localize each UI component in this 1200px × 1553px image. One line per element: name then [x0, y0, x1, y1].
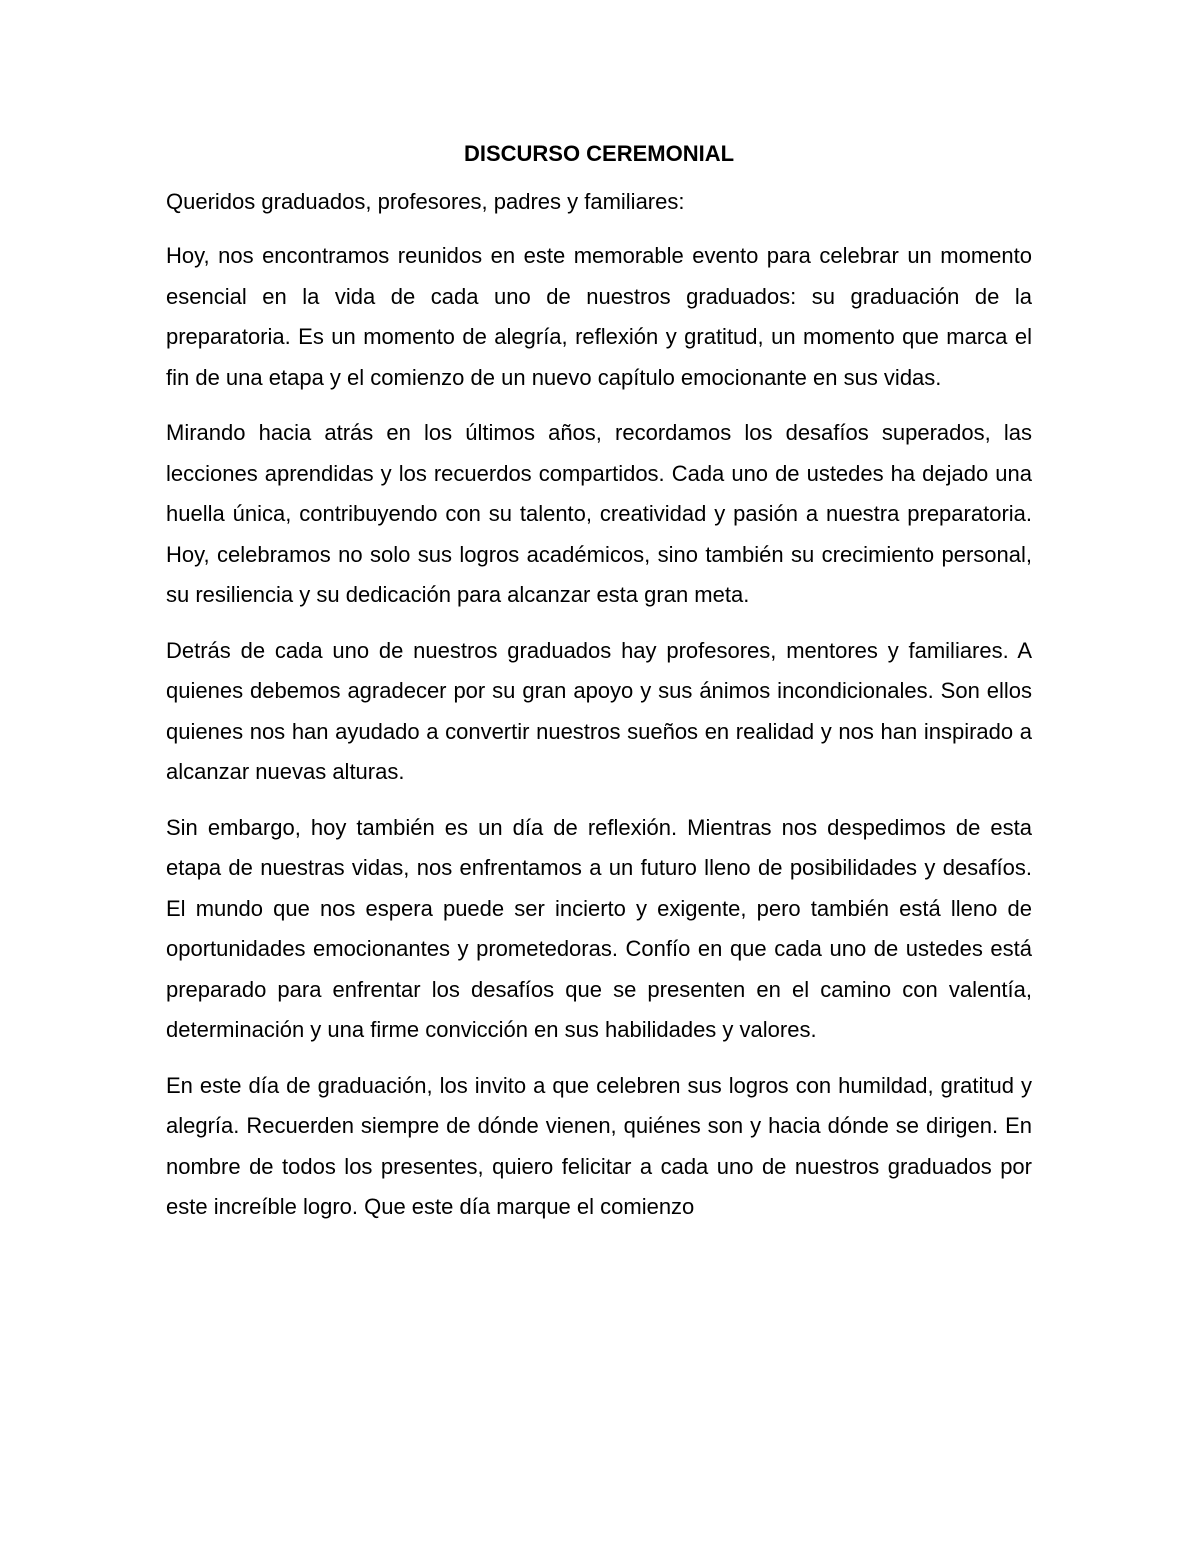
paragraph-5: En este día de graduación, los invito a que celebren sus logros con humildad, gratitud y alegría. Recuerden siempre de dónde vienen, quiénes son y hacia dónde se dirigen. En nombre de todos los presentes, quiero felicitar a cada uno de nuestros graduados por este increíble logro. Que este día marque el comienzo: [166, 1072, 1032, 1219]
paragraph-2: Mirando hacia atrás en los últimos años, recordamos los desafíos superados, las lecciones aprendidas y los recuerdos compartidos. Cada uno de ustedes ha dejado una huella única, contribuyendo con su talento, creatividad y pasión a nuestra preparatoria. Hoy, celebramos no solo sus logros académicos, sino también su crecimiento personal, su resiliencia y su dedicación para alcanzar esta gran meta.: [166, 420, 1032, 607]
paragraph-3: Detrás de cada uno de nuestros graduados hay profesores, mentores y familiares. A quienes debemos agradecer por su gran apoyo y sus ánimos incondicionales. Son ellos quienes nos han ayudado a convertir nuestros sueños en realidad y nos han inspirado a alcanzar nuevas alturas.: [166, 637, 1032, 784]
document-title: DISCURSO CEREMONIAL: [463, 141, 735, 166]
paragraph-1: Hoy, nos encontramos reunidos en este memorable evento para celebrar un momento esencial en la vida de cada uno de nuestros graduados: su graduación de la preparatoria. Es un momento de alegría, reflexión y gratitud, un momento que marca el fin de una etapa y el comienzo de un nuevo capítulo emocionante en sus vidas.: [166, 243, 1032, 390]
salutation: Queridos graduados, profesores, padres y familiares:: [166, 189, 685, 214]
paragraph-4: Sin embargo, hoy también es un día de reflexión. Mientras nos despedimos de esta etapa de nuestras vidas, nos enfrentamos a un futuro lleno de posibilidades y desafíos. El mundo que nos espera puede ser incierto y exigente, pero también está lleno de oportunidades emocionantes y prometedoras. Confío en que cada uno de ustedes está preparado para enfrentar los desafíos que se presenten en el camino con valentía, determinación y una firme convicción en sus habilidades y valores.: [166, 814, 1032, 1042]
document-body: [166, 139, 1032, 1243]
